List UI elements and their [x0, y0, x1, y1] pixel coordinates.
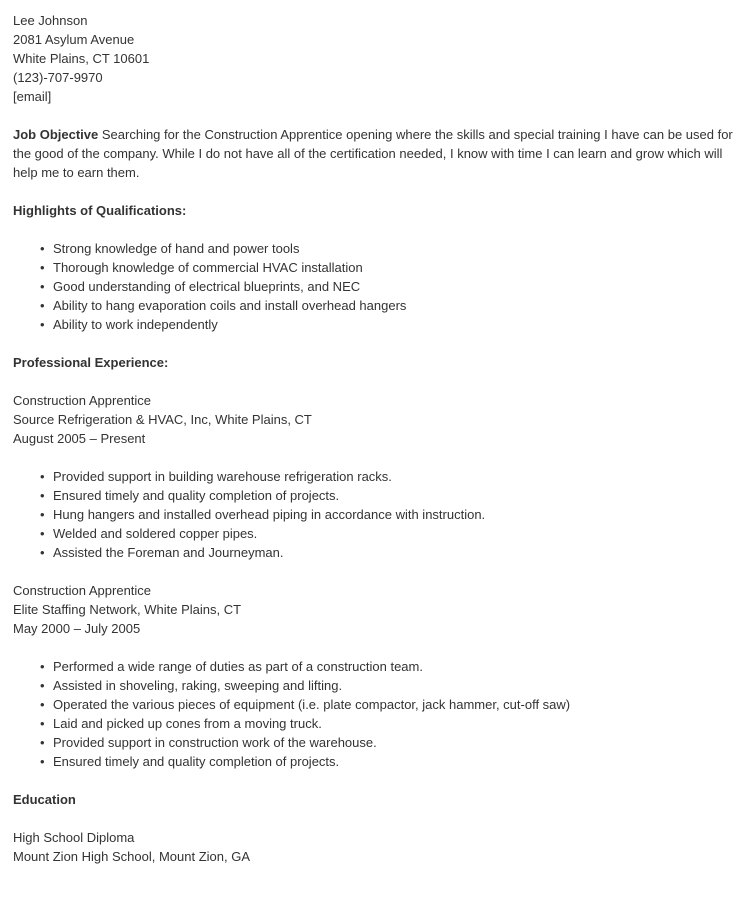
- list-item-text: Provided support in building warehouse refrigeration racks.: [53, 469, 392, 484]
- objective-text: Searching for the Construction Apprentice opening where the skills and special training I have can be used for the good of the company. While I do not have all of the certification needed, I know with time I can learn and grow which will help me to earn them.: [13, 127, 733, 180]
- contact-street: 2081 Asylum Avenue: [13, 32, 135, 47]
- qualifications-list: [13, 239, 739, 334]
- contact-city: White Plains, CT 10601: [13, 51, 150, 66]
- bullet-icon: •: [40, 317, 45, 332]
- job-title: Construction Apprentice: [13, 393, 152, 408]
- list-item: [40, 695, 739, 714]
- bullet-icon: •: [40, 526, 45, 541]
- education-degree: High School Diploma: [13, 830, 135, 845]
- list-item-text: Ensured timely and quality completion of projects.: [53, 488, 340, 503]
- list-item: [40, 543, 739, 562]
- bullet-icon: •: [40, 279, 45, 294]
- list-item-text: Strong knowledge of hand and power tools: [53, 241, 300, 256]
- bullet-icon: •: [40, 545, 45, 560]
- list-item: [40, 315, 739, 334]
- list-item-text: Thorough knowledge of commercial HVAC installation: [53, 260, 363, 275]
- list-item: [40, 239, 739, 258]
- bullet-icon: •: [40, 754, 45, 769]
- bullet-icon: •: [40, 469, 45, 484]
- education-heading: Education: [13, 792, 76, 807]
- education-block: [13, 828, 739, 866]
- list-item-text: Assisted the Foreman and Journeyman.: [53, 545, 284, 560]
- list-item-text: Hung hangers and installed overhead piping in accordance with instruction.: [53, 507, 486, 522]
- list-item: [40, 657, 739, 676]
- experience-heading: Professional Experience:: [13, 355, 169, 370]
- list-item-text: Assisted in shoveling, raking, sweeping and lifting.: [53, 678, 343, 693]
- bullet-icon: •: [40, 488, 45, 503]
- list-item-text: Ability to hang evaporation coils and install overhead hangers: [53, 298, 407, 313]
- bullet-icon: •: [40, 678, 45, 693]
- contact-block: [13, 11, 739, 106]
- list-item: [40, 258, 739, 277]
- job-2-header: [13, 581, 739, 638]
- objective-block: [13, 125, 739, 182]
- list-item-text: Laid and picked up cones from a moving truck.: [53, 716, 322, 731]
- list-item-text: Performed a wide range of duties as part of a construction team.: [53, 659, 423, 674]
- list-item: [40, 277, 739, 296]
- bullet-icon: •: [40, 735, 45, 750]
- list-item: [40, 505, 739, 524]
- list-item: [40, 486, 739, 505]
- job-company: Elite Staffing Network, White Plains, CT: [13, 602, 242, 617]
- list-item: [40, 524, 739, 543]
- qualifications-heading: Highlights of Qualifications:: [13, 203, 187, 218]
- list-item: [40, 467, 739, 486]
- list-item-text: Welded and soldered copper pipes.: [53, 526, 258, 541]
- list-item-text: Good understanding of electrical blueprints, and NEC: [53, 279, 361, 294]
- bullet-icon: •: [40, 298, 45, 313]
- job-2-duties: [13, 657, 739, 771]
- objective-paragraph: [13, 125, 739, 182]
- bullet-icon: •: [40, 507, 45, 522]
- list-item: [40, 676, 739, 695]
- job-1-header: [13, 391, 739, 448]
- list-item: [40, 752, 739, 771]
- objective-label: Job Objective: [13, 127, 99, 142]
- list-item-text: Operated the various pieces of equipment (i.e. plate compactor, jack hammer, cut-off saw): [53, 697, 571, 712]
- bullet-icon: •: [40, 697, 45, 712]
- job-company: Source Refrigeration & HVAC, Inc, White Plains, CT: [13, 412, 312, 427]
- list-item-text: Ensured timely and quality completion of projects.: [53, 754, 340, 769]
- job-title: Construction Apprentice: [13, 583, 152, 598]
- contact-name: Lee Johnson: [13, 13, 88, 28]
- bullet-icon: •: [40, 659, 45, 674]
- contact-email: [email]: [13, 89, 52, 104]
- contact-phone: (123)-707-9970: [13, 70, 103, 85]
- list-item: [40, 714, 739, 733]
- bullet-icon: •: [40, 241, 45, 256]
- list-item: [40, 733, 739, 752]
- job-dates: August 2005 – Present: [13, 431, 146, 446]
- job-dates: May 2000 – July 2005: [13, 621, 141, 636]
- education-school: Mount Zion High School, Mount Zion, GA: [13, 849, 251, 864]
- bullet-icon: •: [40, 716, 45, 731]
- bullet-icon: •: [40, 260, 45, 275]
- list-item: [40, 296, 739, 315]
- list-item-text: Ability to work independently: [53, 317, 218, 332]
- list-item-text: Provided support in construction work of the warehouse.: [53, 735, 377, 750]
- job-1-duties: [13, 467, 739, 562]
